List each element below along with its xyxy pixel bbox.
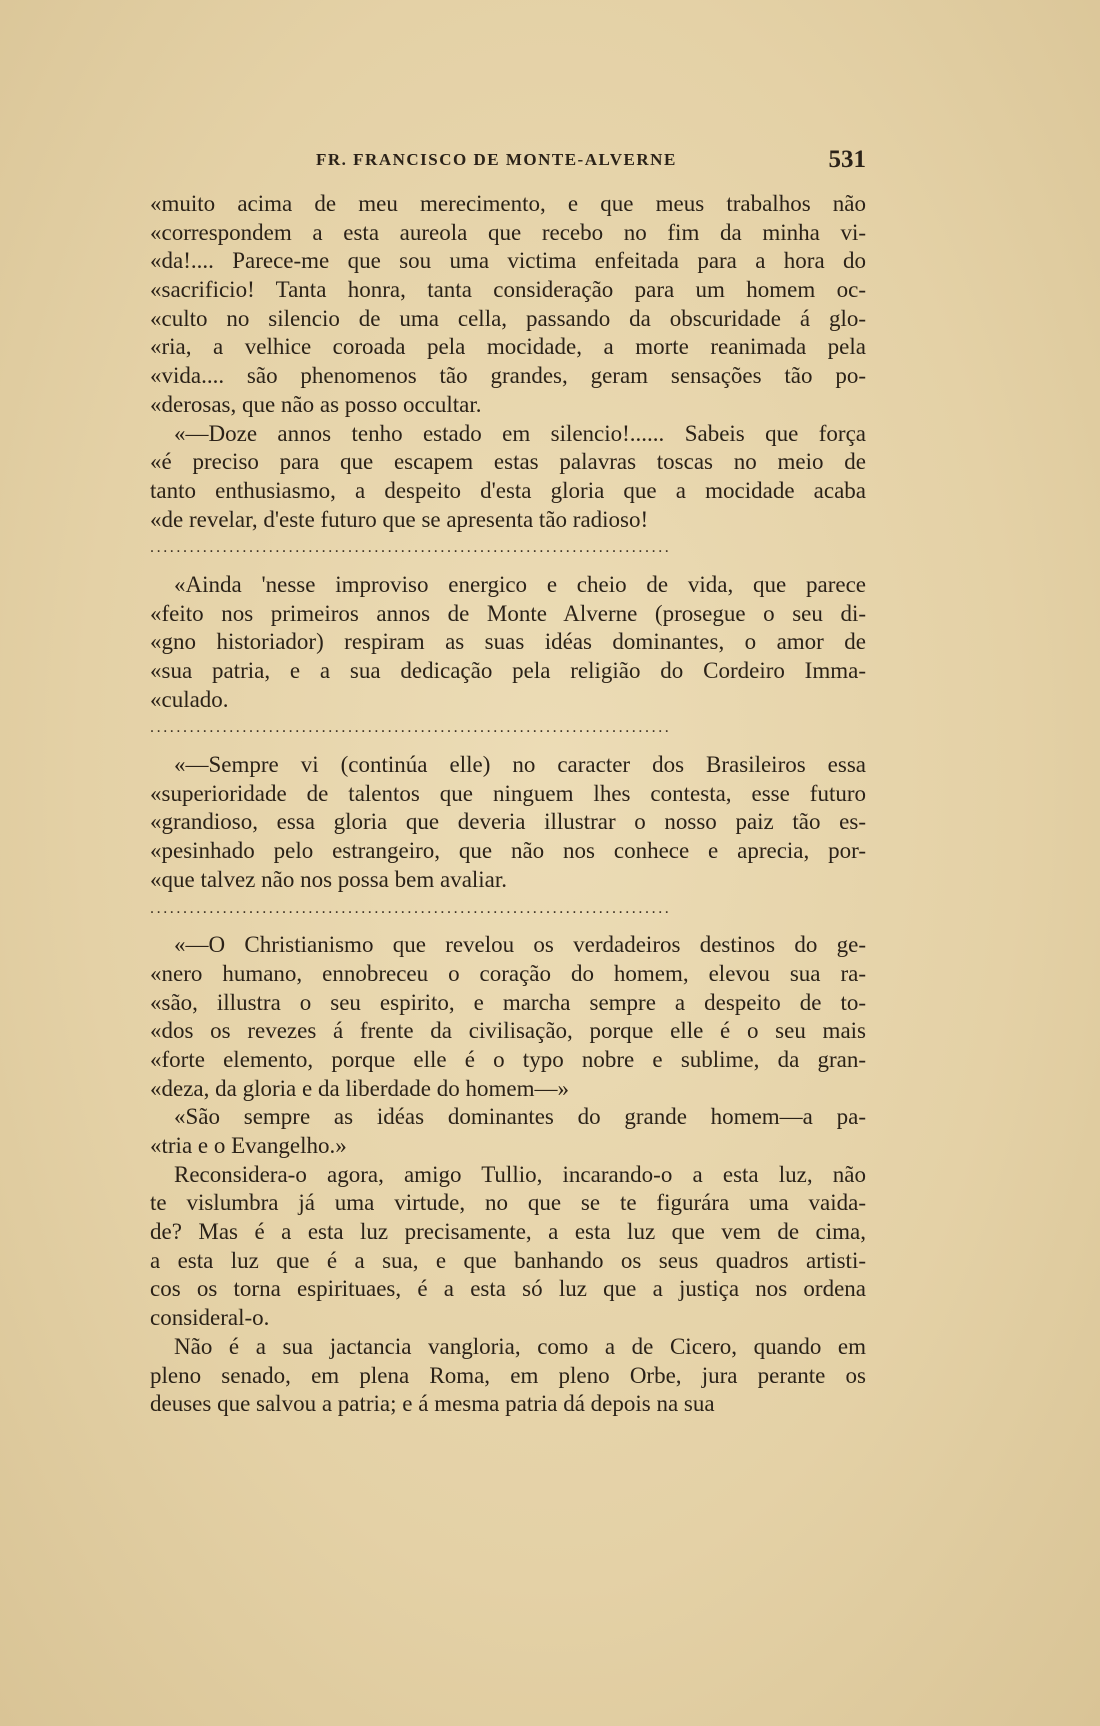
paragraph	[150, 1333, 866, 1419]
paragraph	[150, 1103, 866, 1160]
text-line: te vislumbra já uma virtude, no que se te figurára uma vaida-	[150, 1190, 866, 1216]
text-line: «são, illustra o seu espirito, e marcha sempre a despeito de to-	[150, 989, 866, 1015]
text-line: «grandioso, essa gloria que deveria illustrar o nosso paiz tão es-	[150, 809, 866, 835]
page-header	[150, 146, 866, 176]
paragraph	[150, 1161, 866, 1333]
text-line: «culto no silencio de uma cella, passando da obscuridade á glo-	[150, 305, 866, 331]
paragraph	[150, 420, 866, 535]
text-line: «deza, da gloria e da liberdade do homem—»	[150, 1075, 569, 1101]
text-line: deuses que salvou a patria; e á mesma patria dá depois na sua	[150, 1391, 715, 1417]
text-line: pleno senado, em plena Roma, em pleno Orbe, jura perante os	[150, 1362, 866, 1388]
text-line: Não é a sua jactancia vangloria, como a de Cicero, quando em	[174, 1333, 866, 1359]
text-line: «São sempre as idéas dominantes do grande homem—a pa-	[174, 1104, 866, 1130]
paragraph	[150, 931, 866, 1103]
text-line: «ria, a velhice coroada pela mocidade, a morte reanimada pela	[150, 334, 866, 360]
text-line: «vida.... são phenomenos tão grandes, geram sensações tão po-	[150, 363, 866, 389]
text-line: «—Doze annos tenho estado em silencio!...... Sabeis que força	[174, 420, 866, 446]
paragraph	[150, 190, 866, 420]
text-line: «é preciso para que escapem estas palavras toscas no meio de	[150, 449, 866, 475]
text-line: «sacrificio! Tanta honra, tanta consideração para um homem oc-	[150, 277, 866, 303]
text-line: «sua patria, e a sua dedicação pela religião do Cordeiro Imma-	[150, 658, 866, 683]
paragraph	[150, 571, 866, 714]
text-line: «feito nos primeiros annos de Monte Alverne (prosegue o seu di-	[150, 600, 866, 626]
ellipsis-separator: ...............................................................................	[150, 719, 672, 737]
ellipsis-separator: ...............................................................................	[150, 899, 672, 917]
text-line: «nero humano, ennobreceu o coração do homem, elevou sua ra-	[150, 960, 866, 986]
text-line: «superioridade de talentos que ninguem lhes contesta, esse futuro	[150, 780, 866, 806]
text-line: «muito acima de meu merecimento, e que meus trabalhos não	[150, 191, 866, 216]
text-line: «pesinhado pelo estrangeiro, que não nos conhece e aprecia, por-	[150, 838, 866, 864]
text-line: «dos os revezes á frente da civilisação, porque elle é o seu mais	[150, 1018, 866, 1044]
running-title: FR. FRANCISCO DE MONTE-ALVERNE	[316, 150, 677, 169]
text-line: «forte elemento, porque elle é o typo nobre e sublime, da gran-	[150, 1046, 866, 1072]
text-line: «de revelar, d'este futuro que se apresenta tão radioso!	[150, 506, 649, 532]
text-line: «tria e o Evangelho.»	[150, 1133, 347, 1158]
text-line: «gno historiador) respiram as suas idéas dominantes, o amor de	[150, 629, 866, 655]
text-line: «—O Christianismo que revelou os verdadeiros destinos do ge-	[174, 932, 866, 958]
text-line: «—Sempre vi (continúa elle) no caracter dos Brasileiros essa	[174, 752, 866, 778]
separator-gap	[150, 923, 866, 931]
text-line: «correspondem a esta aureola que recebo no fim da minha vi-	[150, 219, 866, 245]
text-line: «que talvez não nos possa bem avaliar.	[150, 866, 508, 892]
text-line: de? Mas é a esta luz precisamente, a esta luz que vem de cima,	[150, 1219, 866, 1245]
paragraph	[150, 751, 866, 894]
text-line: «derosas, que não as posso occultar.	[150, 391, 482, 417]
text-line: a esta luz que é a sua, e que banhando os seus quadros artisti-	[150, 1247, 866, 1273]
text-line: cos os torna espirituaes, é a esta só luz que a justiça nos ordena	[150, 1276, 866, 1302]
text-line: «da!.... Parece-me que sou uma victima enfeitada para a hora do	[150, 248, 866, 274]
text-body	[150, 190, 866, 1419]
text-line: Reconsidera-o agora, amigo Tullio, incarando-o a esta luz, não	[174, 1161, 866, 1187]
separator-gap	[150, 563, 866, 571]
text-line: «culado.	[150, 686, 229, 712]
text-line: tanto enthusiasmo, a despeito d'esta gloria que a mocidade acaba	[150, 477, 866, 503]
separator-gap	[150, 743, 866, 751]
text-line: consideral-o.	[150, 1305, 270, 1331]
text-line: «Ainda 'nesse improviso energico e cheio de vida, que parece	[174, 571, 866, 597]
page-number: 531	[828, 146, 866, 173]
ellipsis-separator: ...............................................................................	[150, 539, 672, 557]
